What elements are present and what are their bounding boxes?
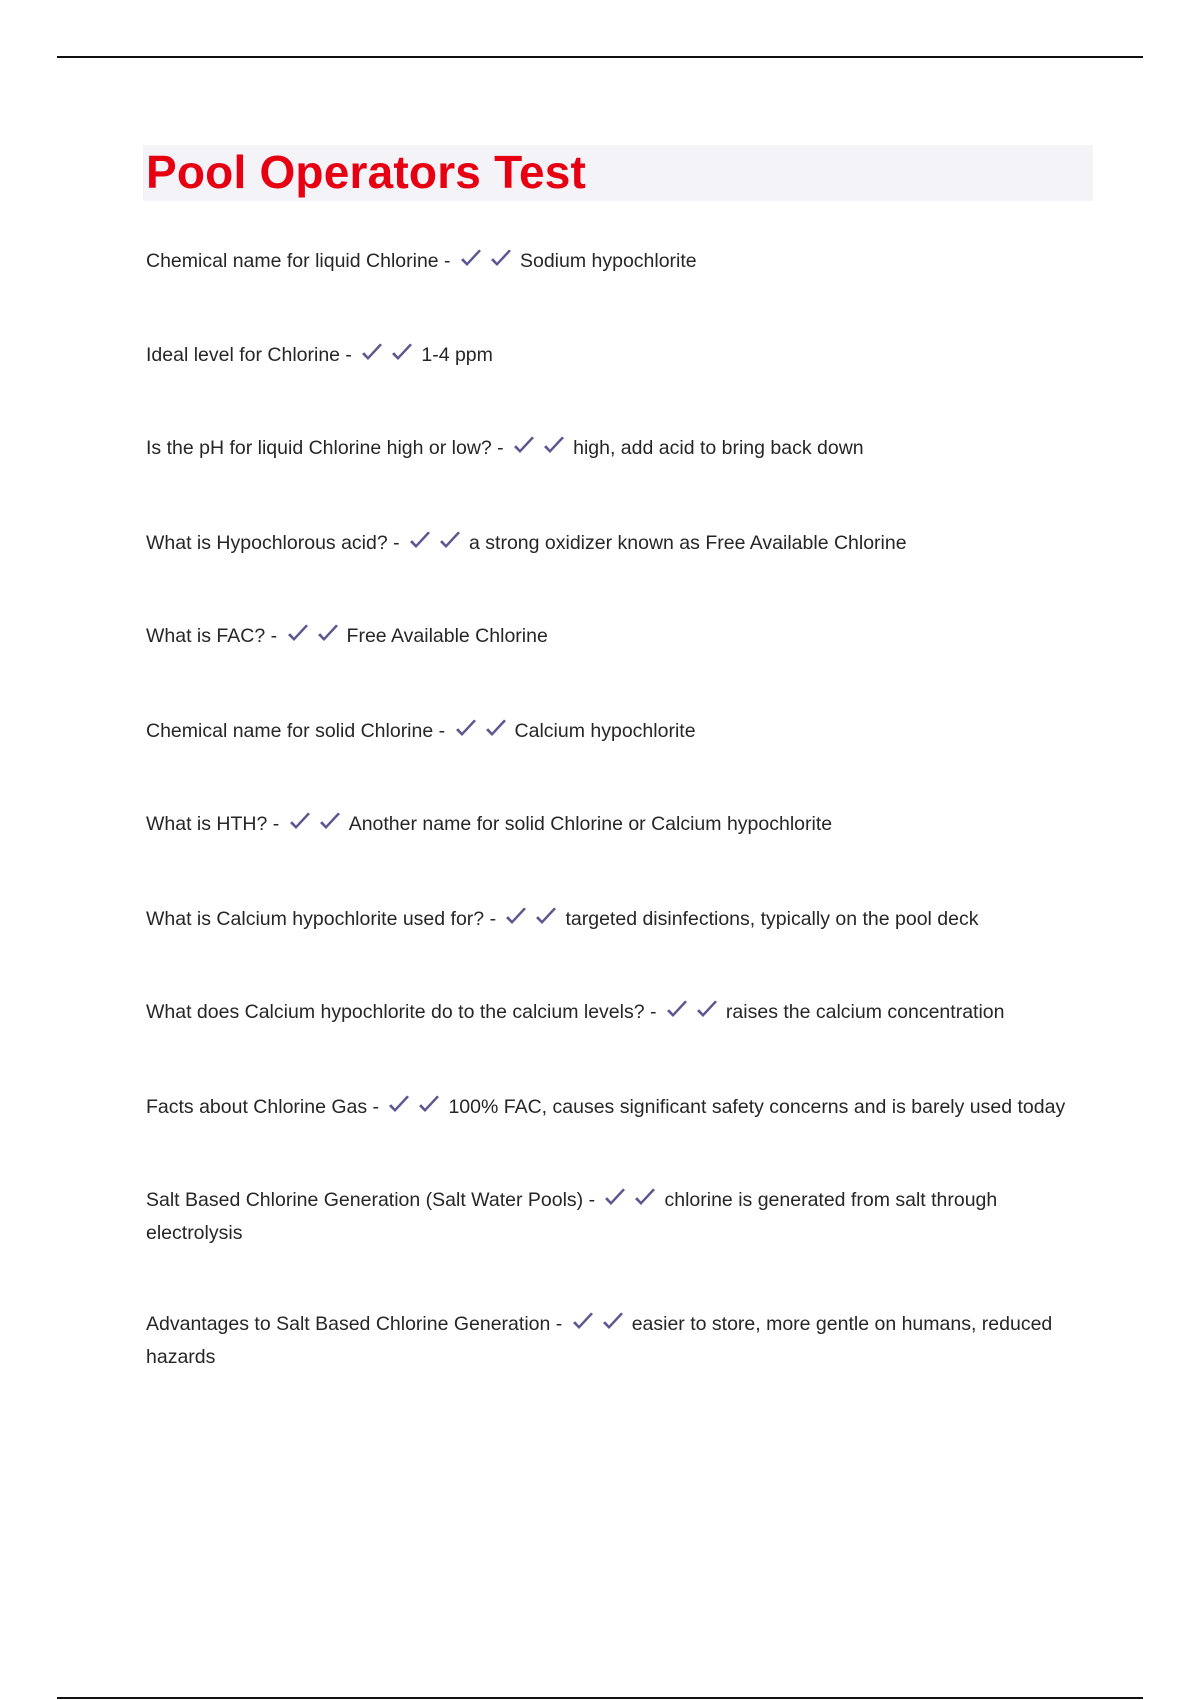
check-pair <box>602 1187 662 1218</box>
qa-item <box>146 1185 1086 1248</box>
qa-item <box>146 1309 1086 1372</box>
qa-item <box>146 246 1086 279</box>
question-text: Chemical name for liquid Chlorine - <box>146 250 451 272</box>
check-mark-icon <box>317 811 343 833</box>
check-mark-icon <box>386 1094 412 1116</box>
check-mark-icon <box>359 342 385 364</box>
check-mark-icon <box>285 623 311 645</box>
check-pair <box>407 530 467 561</box>
check-mark-icon <box>602 1187 628 1209</box>
check-mark-icon <box>488 248 514 270</box>
question-text: Ideal level for Chlorine - <box>146 344 352 366</box>
check-pair <box>664 999 724 1030</box>
check-mark-icon <box>483 718 509 740</box>
answer-text: targeted disinfections, typically on the pool deck <box>565 908 979 930</box>
check-pair <box>453 718 513 749</box>
check-pair <box>359 342 419 373</box>
question-text: What is Calcium hypochlorite used for? - <box>146 908 497 930</box>
check-pair <box>386 1094 446 1125</box>
answer-text: Sodium hypochlorite <box>519 250 697 272</box>
check-pair <box>503 906 563 937</box>
answer-text: Free Available Chlorine <box>346 625 548 647</box>
check-pair <box>458 248 518 279</box>
top-rule <box>57 56 1143 58</box>
check-mark-icon <box>632 1187 658 1209</box>
check-pair <box>287 811 347 842</box>
page-title: Pool Operators Test <box>146 146 587 198</box>
check-mark-icon <box>389 342 415 364</box>
check-mark-icon <box>416 1094 442 1116</box>
qa-item <box>146 433 1086 466</box>
answer-text: easier to store, more gentle on humans, reduced hazards <box>146 1313 1053 1368</box>
answer-text: Another name for solid Chlorine or Calcium hypochlorite <box>348 813 833 835</box>
answer-text: raises the calcium concentration <box>725 1001 1005 1023</box>
check-pair <box>511 435 571 466</box>
answer-text: chlorine is generated from salt through electrolysis <box>146 1189 998 1244</box>
check-mark-icon <box>694 999 720 1021</box>
question-text: Salt Based Chlorine Generation (Salt Water Pools) - <box>146 1189 596 1211</box>
question-text: Facts about Chlorine Gas - <box>146 1096 380 1118</box>
question-text: What is HTH? - <box>146 813 280 835</box>
question-text: Is the pH for liquid Chlorine high or low? - <box>146 437 504 459</box>
answer-text: a strong oxidizer known as Free Available Chlorine <box>469 532 907 554</box>
answer-text: high, add acid to bring back down <box>573 437 864 459</box>
qa-item <box>146 528 1086 561</box>
qa-item <box>146 621 1086 654</box>
qa-item <box>146 340 1086 373</box>
qa-item <box>146 997 1086 1030</box>
check-mark-icon <box>570 1311 596 1333</box>
check-mark-icon <box>287 811 313 833</box>
answer-text: 100% FAC, causes significant safety concerns and is barely used today <box>448 1096 1066 1118</box>
qa-item <box>146 809 1086 842</box>
check-mark-icon <box>437 530 463 552</box>
question-text: What is Hypochlorous acid? - <box>146 532 400 554</box>
check-mark-icon <box>541 435 567 457</box>
check-mark-icon <box>511 435 537 457</box>
question-text: What is FAC? - <box>146 625 278 647</box>
check-mark-icon <box>503 906 529 928</box>
question-text: What does Calcium hypochlorite do to the calcium levels? - <box>146 1001 657 1023</box>
qa-item <box>146 716 1086 749</box>
check-pair <box>285 623 345 654</box>
bottom-rule <box>57 1697 1143 1699</box>
check-mark-icon <box>533 906 559 928</box>
check-mark-icon <box>600 1311 626 1333</box>
check-pair <box>570 1311 630 1342</box>
question-text: Advantages to Salt Based Chlorine Generation - <box>146 1313 563 1335</box>
check-mark-icon <box>407 530 433 552</box>
question-text: Chemical name for solid Chlorine - <box>146 720 446 742</box>
check-mark-icon <box>315 623 341 645</box>
check-mark-icon <box>458 248 484 270</box>
answer-text: Calcium hypochlorite <box>514 720 696 742</box>
check-mark-icon <box>664 999 690 1021</box>
check-mark-icon <box>453 718 479 740</box>
qa-item <box>146 1092 1086 1125</box>
qa-item <box>146 904 1086 937</box>
answer-text: 1-4 ppm <box>421 344 493 366</box>
